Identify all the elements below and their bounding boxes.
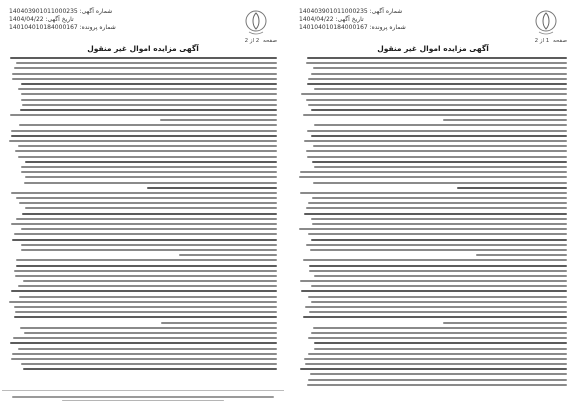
body-text-line <box>21 244 277 246</box>
body-text-line <box>314 342 567 344</box>
body-text-line <box>13 337 277 339</box>
body-text-line <box>306 207 567 209</box>
body-text-line <box>301 93 567 95</box>
body-text-line <box>161 322 277 324</box>
body-text-line <box>25 161 277 163</box>
body-text-line <box>11 290 277 292</box>
body-text-line <box>18 156 277 158</box>
body-text-line <box>303 114 567 116</box>
body-text-line <box>314 88 567 90</box>
body-text-line <box>307 57 567 59</box>
body-text-line <box>310 249 567 251</box>
body-text-line <box>304 358 567 360</box>
body-text-line <box>16 62 277 64</box>
body-text-line <box>299 176 567 178</box>
body-text-line <box>308 202 567 204</box>
body-text-line <box>311 239 567 241</box>
body-text-line <box>10 114 277 116</box>
page-counter <box>535 38 567 44</box>
body-text-line <box>313 67 567 69</box>
body-text-line <box>306 244 567 246</box>
body-text-line <box>23 280 278 282</box>
body-text-line <box>311 73 567 75</box>
body-text-line <box>305 363 567 365</box>
body-text-line <box>15 275 277 277</box>
page-counter-value: 1 از 2 <box>534 38 550 44</box>
notice-number: شماره آگهی: 140403901011000235 <box>299 8 403 15</box>
body-text-line <box>12 239 277 241</box>
body-text-line <box>11 223 277 225</box>
body-text-line <box>314 348 567 350</box>
body-text-line <box>311 332 567 334</box>
notice-number: شماره آگهی: 140403901011000235 <box>9 8 113 15</box>
body-text-line <box>300 368 567 370</box>
body-text-line <box>311 285 567 287</box>
notice-date: تاریخ آگهی: 1404/04/22 <box>9 16 74 23</box>
body-text-line <box>23 368 277 370</box>
body-text-line <box>306 150 567 152</box>
body-text-line <box>314 124 567 126</box>
body-text-line <box>19 124 277 126</box>
body-text-line <box>310 373 567 375</box>
body-text-line <box>21 249 277 251</box>
body-text-line <box>9 301 277 303</box>
notice-date: تاریخ آگهی: 1404/04/22 <box>299 16 364 23</box>
body-text-line <box>313 182 567 184</box>
body-text-line <box>307 156 567 158</box>
body-text-line <box>303 259 567 261</box>
body-text-lines <box>299 57 567 386</box>
body-text-line <box>313 145 567 147</box>
body-text-line <box>19 296 277 298</box>
body-text-line <box>14 67 277 69</box>
body-text-line <box>21 83 277 85</box>
body-text-line <box>308 233 567 235</box>
body-text-line <box>308 78 567 80</box>
body-text-line <box>179 254 277 256</box>
body-text-line <box>308 337 567 339</box>
body-text-line <box>24 332 277 334</box>
body-text-line <box>160 119 277 121</box>
page-footer <box>2 390 284 405</box>
body-text-line <box>303 316 567 318</box>
document-title: آگهی مزایده اموال غیر منقول <box>377 44 489 53</box>
body-text-line <box>16 197 277 199</box>
page-counter-label: صفحه <box>553 38 567 44</box>
body-text-line <box>309 270 567 272</box>
body-text-line <box>16 265 277 267</box>
body-text-line <box>21 171 277 173</box>
case-number: شماره پرونده: 140104010184000167 <box>9 24 116 31</box>
body-text-line <box>301 290 567 292</box>
body-text-line <box>20 327 277 329</box>
body-text-line <box>12 73 277 75</box>
body-text-line <box>16 259 277 261</box>
body-text-line <box>12 78 277 80</box>
emblem-icon <box>241 8 271 38</box>
body-text-line <box>308 353 567 355</box>
body-text-line <box>24 182 277 184</box>
page-counter <box>245 38 277 44</box>
body-text-line <box>11 135 277 137</box>
body-text-line <box>21 166 277 168</box>
body-text-line <box>147 187 277 189</box>
body-text-line <box>22 104 277 106</box>
body-text-line <box>22 213 277 215</box>
body-text-line <box>443 119 567 121</box>
body-text-line <box>307 384 567 386</box>
body-text-line <box>14 316 277 318</box>
body-text-line <box>14 270 277 272</box>
body-text-line <box>304 140 567 142</box>
body-text-line <box>300 171 567 173</box>
page-counter-label: صفحه <box>263 38 277 44</box>
document-title: آگهی مزایده اموال غیر منقول <box>87 44 199 53</box>
body-text-line <box>311 218 567 220</box>
document-page-2 <box>2 4 284 405</box>
body-text-line <box>25 176 277 178</box>
body-text-line <box>311 135 567 137</box>
body-text-line <box>12 353 277 355</box>
body-text-line <box>476 254 567 256</box>
body-text-line <box>9 140 277 142</box>
body-text-lines <box>9 57 277 370</box>
body-text-line <box>308 104 567 106</box>
body-text-line <box>18 348 277 350</box>
body-text-line <box>18 145 277 147</box>
body-text-line <box>11 130 277 132</box>
body-text-line <box>305 306 567 308</box>
body-text-line <box>300 280 567 282</box>
body-text-line <box>308 296 567 298</box>
body-text-line <box>20 109 277 111</box>
body-text-line <box>312 223 567 225</box>
body-text-line <box>14 306 277 308</box>
body-text-line <box>21 363 277 365</box>
page-header <box>299 8 567 42</box>
emblem-icon <box>531 8 561 38</box>
body-text-line <box>314 275 567 277</box>
body-text-line <box>11 358 277 360</box>
body-text-line <box>299 228 567 230</box>
body-text-line <box>15 150 277 152</box>
body-text-line <box>19 202 277 204</box>
body-text-line <box>312 197 567 199</box>
body-text-line <box>308 379 567 381</box>
body-text-line <box>14 233 277 235</box>
page-header <box>9 8 277 42</box>
body-text-line <box>313 327 567 329</box>
body-text-line <box>312 161 567 163</box>
footer-text-line <box>62 400 224 401</box>
body-text-line <box>309 265 567 267</box>
body-text-line <box>18 285 277 287</box>
body-text-line <box>457 187 567 189</box>
header-fields <box>9 8 116 32</box>
body-text-line <box>309 311 567 313</box>
page-counter-value: 2 از 2 <box>244 38 260 44</box>
body-text-line <box>21 228 277 230</box>
body-text-line <box>16 218 277 220</box>
case-number: شماره پرونده: 140104010184000167 <box>299 24 406 31</box>
body-text-line <box>314 166 567 168</box>
body-text-line <box>10 57 277 59</box>
body-text-line <box>304 213 567 215</box>
body-text-line <box>15 311 277 313</box>
document-page-1 <box>292 4 574 405</box>
body-text-line <box>300 192 567 194</box>
body-text-line <box>307 130 567 132</box>
body-text-line <box>11 192 277 194</box>
body-text-line <box>25 207 277 209</box>
body-text-line <box>311 301 567 303</box>
header-fields <box>299 8 406 32</box>
body-text-line <box>18 88 277 90</box>
body-text-line <box>307 83 567 85</box>
body-text-line <box>311 109 567 111</box>
body-text-line <box>21 93 277 95</box>
body-text-line <box>10 342 277 344</box>
body-text-line <box>21 99 277 101</box>
body-text-line <box>306 99 567 101</box>
body-text-line <box>306 62 567 64</box>
body-text-line <box>443 322 567 324</box>
footer-text-line <box>12 396 274 398</box>
